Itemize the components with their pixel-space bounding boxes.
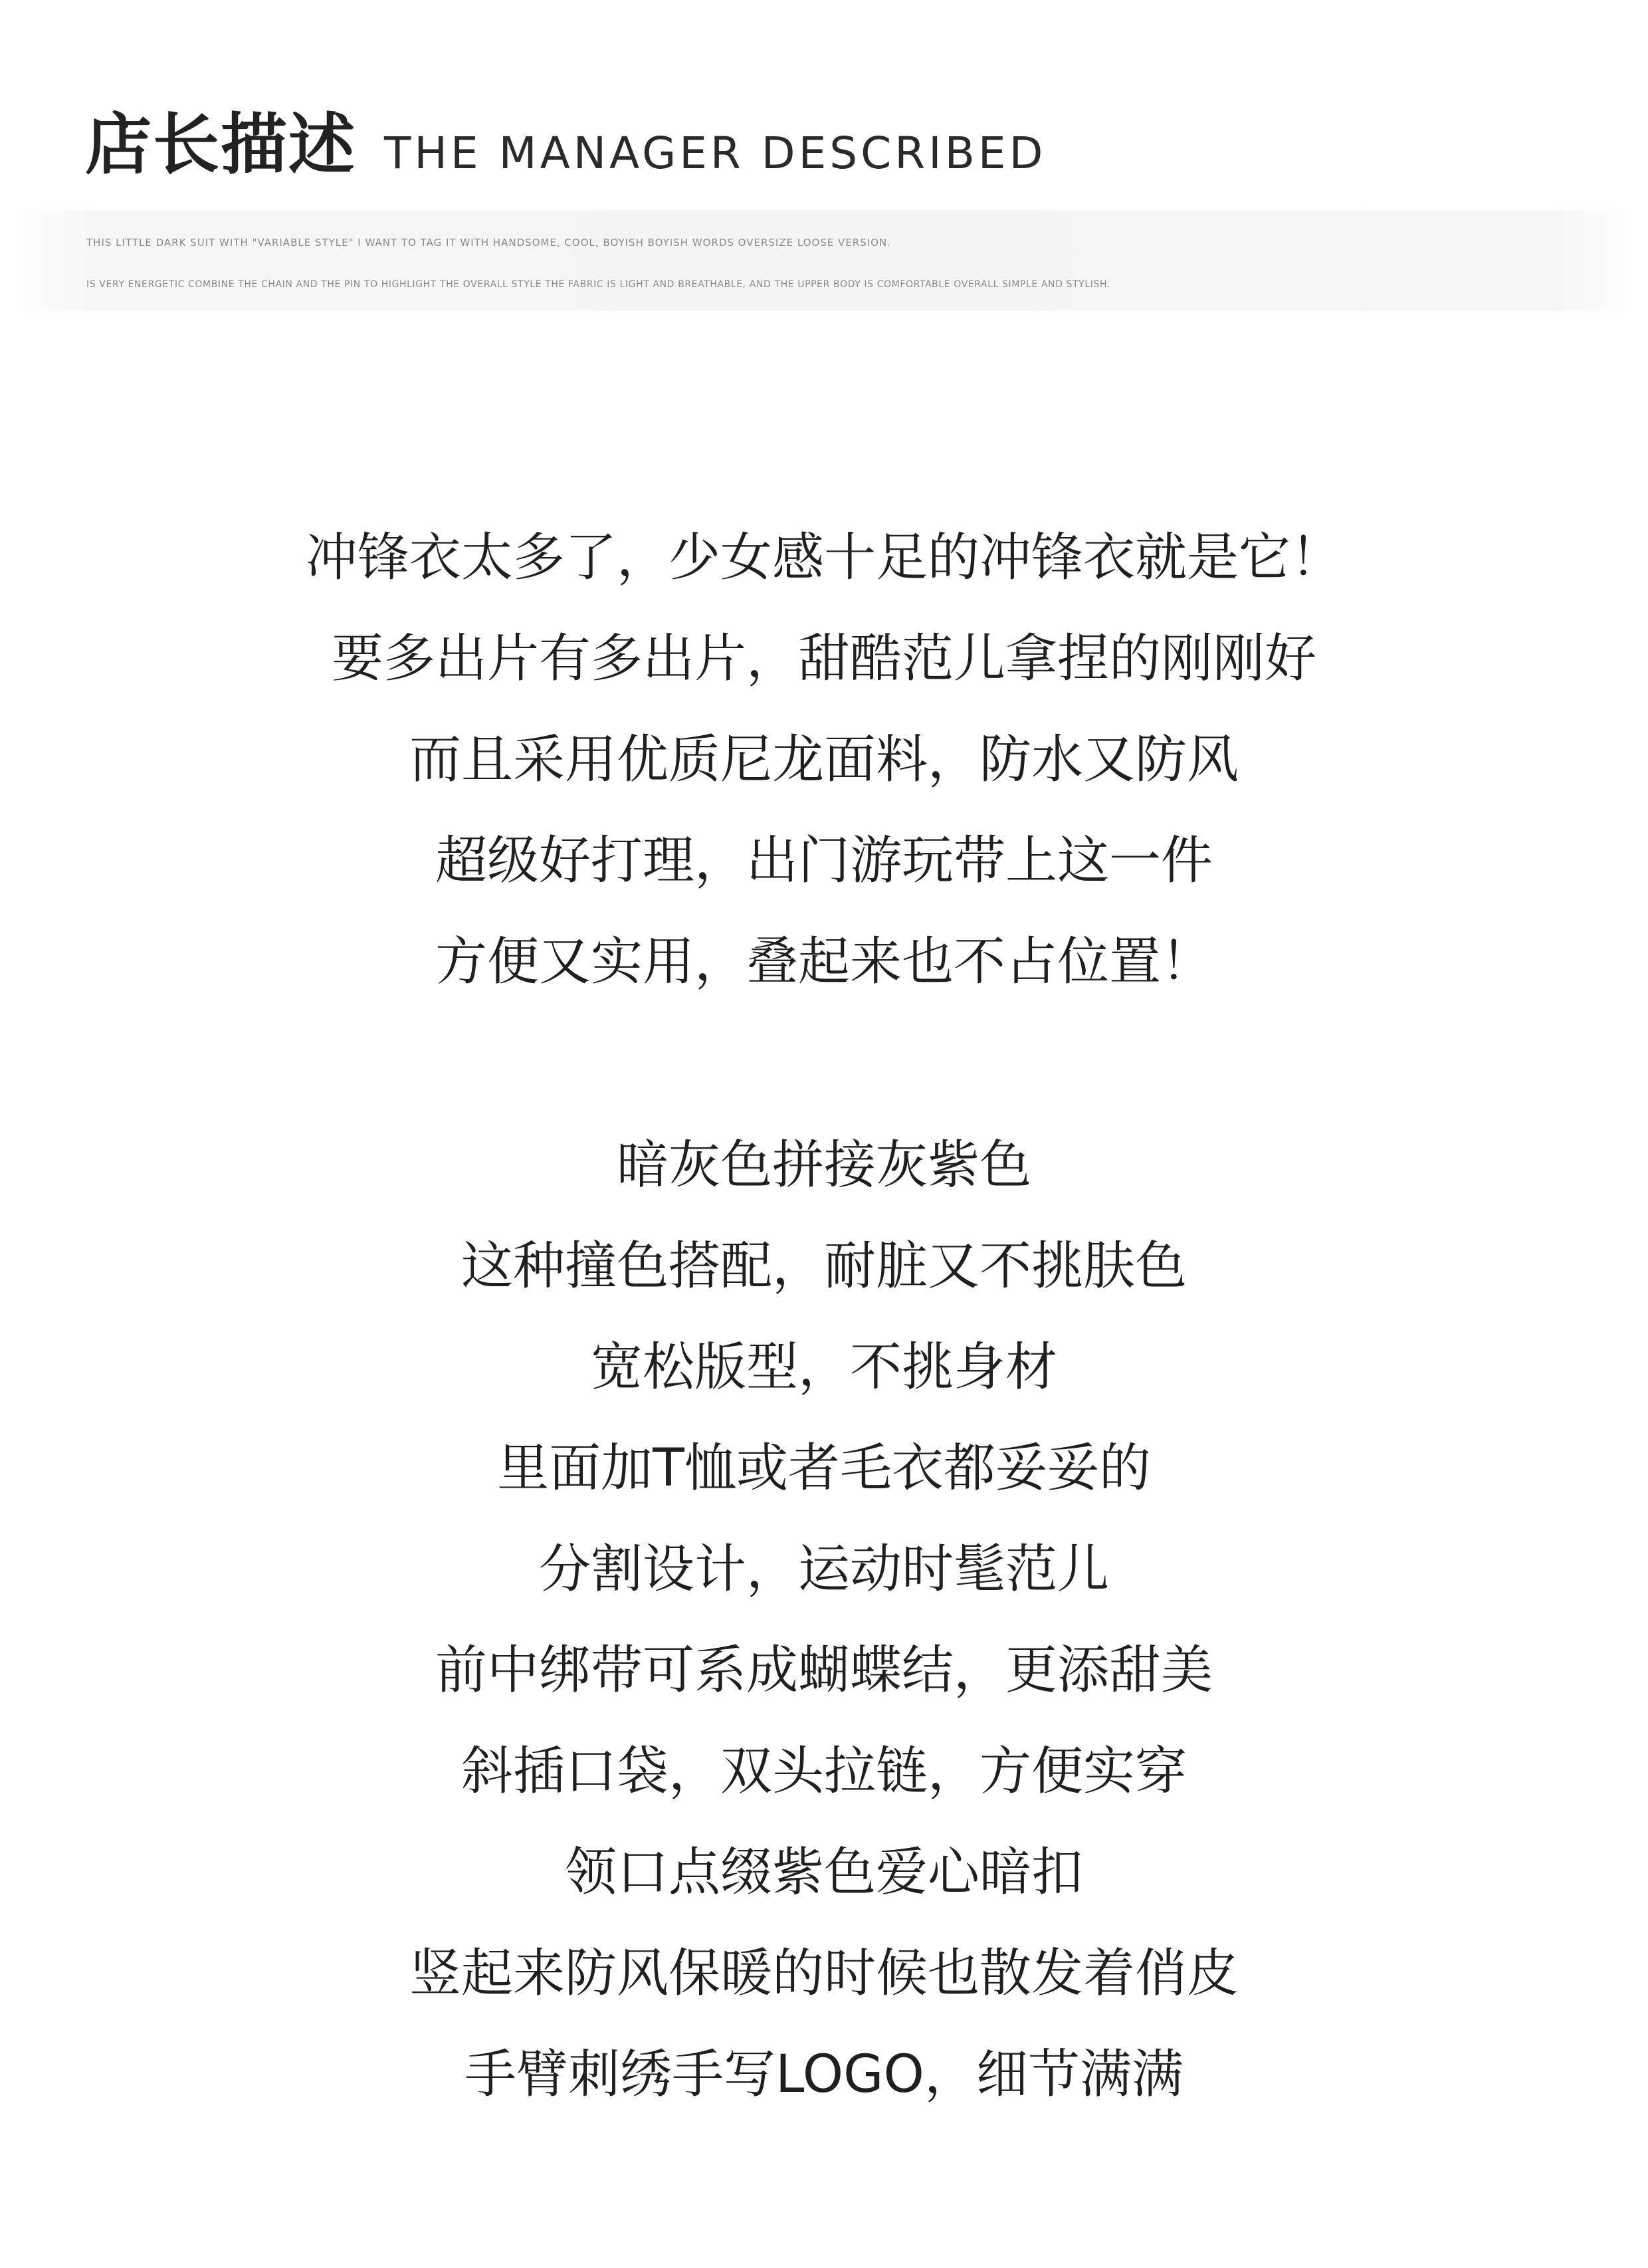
description-line: 宽松版型，不挑身材 [590, 1337, 1057, 1397]
description-line: 冲锋衣太多了，少女感十足的冲锋衣就是它！ [305, 528, 1342, 588]
description-line: 暗灰色拼接灰紫色 [616, 1135, 1031, 1195]
section-title-zh: 店长描述 [85, 106, 356, 183]
fine-print-line-2: IS VERY ENERGETIC COMBINE THE CHAIN AND THE PIN TO HIGHLIGHT THE OVERALL STYLE THE FABRIC IS LIGHT AND BREATHABLE, AND THE UPPER BODY IS COMFORTABLE OVERALL SIMPLE AND STYLISH. [86, 279, 1110, 290]
description-line: 手臂刺绣手写LOGO，细节满满 [464, 2045, 1184, 2104]
description-line: 里面加T恤或者毛衣都妥妥的 [497, 1438, 1151, 1498]
fine-print-line-1: THIS LITTLE DARK SUIT WITH "VARIABLE STYLE" I WANT TO TAG IT WITH HANDSOME, COOL, BOYISH BOYISH WORDS OVERSIZE LOOSE VERSION. [86, 237, 891, 249]
section-header [85, 106, 1047, 183]
description-line: 分割设计，运动时髦范儿 [538, 1539, 1109, 1599]
description-line: 领口点缀紫色爱心暗扣 [564, 1843, 1083, 1902]
fine-print-band [0, 210, 1648, 311]
description-line: 竖起来防风保暖的时候也散发着俏皮 [409, 1944, 1239, 2003]
description-line: 方便又实用，叠起来也不占位置！ [435, 932, 1213, 992]
description-line: 前中绑带可系成蝴蝶结，更添甜美 [435, 1641, 1213, 1700]
description-line: 要多出片有多出片，甜酷范儿拿捏的刚刚好 [331, 629, 1316, 689]
description-line: 这种撞色搭配，耐脏又不挑肤色 [461, 1236, 1187, 1296]
description-paragraph-2 [0, 1115, 1648, 2125]
description-line: 而且采用优质尼龙面料，防水又防风 [409, 730, 1239, 790]
description-line: 超级好打理，出门游玩带上这一件 [435, 831, 1213, 891]
description-line: 斜插口袋，双头拉链，方便实穿 [461, 1742, 1187, 1801]
section-title-en: THE MANAGER DESCRIBED [384, 128, 1047, 179]
description-paragraph-1 [0, 507, 1648, 1012]
